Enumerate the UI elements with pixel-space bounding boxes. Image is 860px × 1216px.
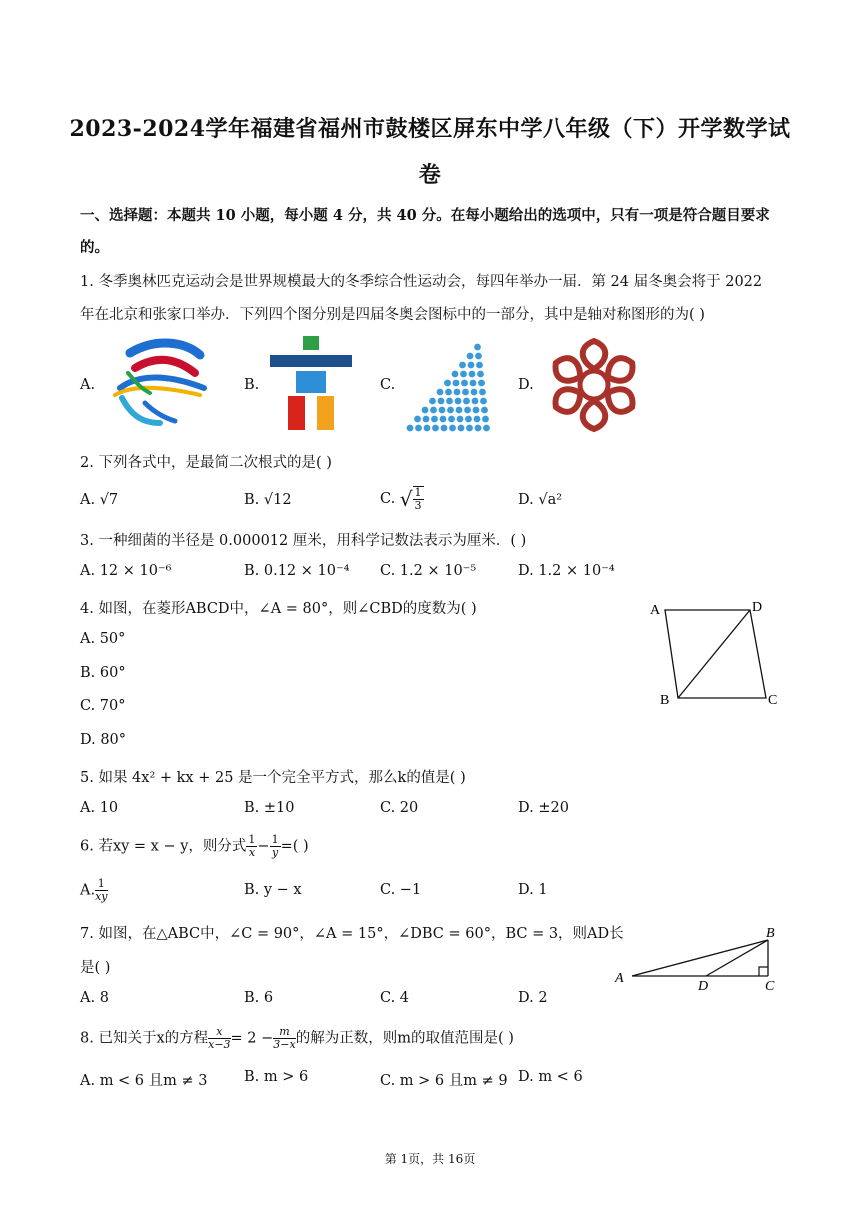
q8-option-a: A. m < 6 且m ≠ 3 bbox=[80, 1073, 208, 1089]
q8-fraction-1 bbox=[208, 1026, 230, 1051]
pattern-dot bbox=[440, 416, 447, 423]
frac-den: x−3 bbox=[208, 1038, 231, 1051]
pattern-dot bbox=[449, 425, 456, 432]
pattern-dot bbox=[452, 371, 459, 378]
pattern-dot bbox=[424, 425, 431, 432]
vertex-label-a: A bbox=[615, 971, 624, 986]
pattern-dot bbox=[437, 389, 444, 396]
pattern-dot bbox=[465, 416, 472, 423]
frac-num: m bbox=[273, 1026, 295, 1039]
vertex-label-c: C bbox=[768, 693, 778, 708]
pattern-dot bbox=[478, 380, 485, 387]
q3-option-c: C. 1.2 × 10⁻⁵ bbox=[380, 563, 477, 579]
q6-fraction-2 bbox=[270, 834, 281, 859]
pattern-dot bbox=[455, 398, 462, 405]
pattern-dot bbox=[466, 425, 473, 432]
pattern-dot bbox=[469, 371, 476, 378]
pattern-dot bbox=[470, 380, 477, 387]
beijing-emblem-image bbox=[100, 333, 208, 433]
pattern-dot bbox=[483, 425, 490, 432]
pattern-dot bbox=[407, 425, 414, 432]
pattern-dot bbox=[432, 425, 439, 432]
flower-petal bbox=[583, 401, 606, 429]
section-header-line1: 一、选择题：本题共 10 小题，每小题 4 分，共 40 分。在每小题给出的选项中，只有一项是符合题目要求 bbox=[80, 207, 770, 224]
q3-option-b: B. 0.12 × 10⁻⁴ bbox=[244, 563, 350, 579]
q3-option-d: D. 1.2 × 10⁻⁴ bbox=[518, 563, 615, 579]
section-header-line2: 的。 bbox=[80, 239, 109, 256]
q2-stem: 2. 下列各式中，是最简二次根式的是( ) bbox=[80, 455, 332, 471]
pattern-dot bbox=[479, 389, 486, 396]
q2-option-b: B. √12 bbox=[244, 492, 292, 508]
q6-fraction-1 bbox=[246, 834, 257, 859]
frac-num: 1 bbox=[414, 486, 422, 499]
q8-option-c: C. m > 6 且m ≠ 9 bbox=[380, 1073, 508, 1089]
pattern-dot bbox=[475, 425, 482, 432]
q1-option-a-label: A. bbox=[80, 377, 96, 393]
q2-option-c-fraction bbox=[413, 486, 424, 512]
q2-option-c bbox=[380, 486, 424, 512]
pattern-dot bbox=[423, 416, 430, 423]
q7-option-b: B. 6 bbox=[244, 990, 274, 1006]
q7-option-a: A. 8 bbox=[80, 990, 109, 1006]
vertex-label-a: A bbox=[650, 603, 661, 618]
pattern-dot bbox=[476, 362, 483, 369]
pattern-dot bbox=[474, 344, 481, 351]
q8-stem bbox=[80, 1026, 514, 1051]
sqrt-icon: √ bbox=[399, 487, 413, 511]
pattern-dot bbox=[456, 407, 463, 414]
pattern-dot bbox=[462, 389, 469, 396]
pattern-dot bbox=[454, 389, 461, 396]
sochi-snowflake-pattern-image bbox=[402, 333, 498, 433]
pattern-dot bbox=[453, 380, 460, 387]
triangle-figure bbox=[610, 922, 790, 994]
q6-stem-pre: 6. 若xy = x − y，则分式 bbox=[80, 838, 247, 855]
frac-den: 3 bbox=[414, 499, 422, 512]
q6-stem bbox=[80, 834, 309, 859]
pattern-dot bbox=[482, 416, 489, 423]
pattern-dot bbox=[467, 353, 474, 360]
q4-option-c: C. 70° bbox=[80, 698, 126, 714]
q7-option-d: D. 2 bbox=[518, 990, 548, 1006]
q1-option-b-label: B. bbox=[244, 377, 260, 393]
minus-sign: − bbox=[257, 838, 270, 855]
flower-petal bbox=[583, 341, 606, 369]
q8-stem-pre: 8. 已知关于x的方程 bbox=[80, 1030, 209, 1047]
q6-option-c: C. −1 bbox=[380, 882, 422, 898]
q4-option-a: A. 50° bbox=[80, 631, 126, 647]
q5-option-c: C. 20 bbox=[380, 800, 419, 816]
q1-option-c-label: C. bbox=[380, 377, 396, 393]
frac-num: 1 bbox=[271, 833, 279, 846]
pattern-dot bbox=[460, 371, 467, 378]
rhombus-figure bbox=[640, 594, 790, 714]
q2-option-a: A. √7 bbox=[80, 492, 119, 508]
pattern-dot bbox=[472, 398, 479, 405]
q1-stem-line2: 年在北京和张家口举办．下列四个图分别是四届冬奥会图标中的一部分，其中是轴对称图形的为( ) bbox=[80, 307, 705, 323]
vertex-label-d: D bbox=[752, 600, 763, 615]
q3-option-a: A. 12 × 10⁻⁶ bbox=[80, 563, 172, 579]
pattern-dot bbox=[444, 380, 451, 387]
pattern-dot bbox=[474, 416, 481, 423]
q7-stem-line1: 7. 如图，在△ABC中，∠C = 90°，∠A = 15°，∠DBC = 60°，BC = 3，则AD长 bbox=[80, 926, 624, 942]
pattern-dot bbox=[446, 398, 453, 405]
pattern-dot bbox=[414, 416, 421, 423]
q7-stem-line2: 是( ) bbox=[80, 960, 111, 976]
pattern-dot bbox=[445, 389, 452, 396]
q3-stem: 3. 一种细菌的半径是 0.000012 厘米，用科学记数法表示为厘米．( ) bbox=[80, 533, 527, 549]
q6-stem-post: =( ) bbox=[280, 838, 309, 855]
page-title-line2: 卷 bbox=[418, 162, 442, 188]
vertex-label-b: B bbox=[766, 926, 775, 941]
q4-option-b: B. 60° bbox=[80, 665, 126, 681]
vertex-label-b: B bbox=[660, 693, 670, 708]
pattern-dot bbox=[463, 398, 470, 405]
pattern-dot bbox=[464, 407, 471, 414]
q8-option-d: D. m < 6 bbox=[518, 1069, 583, 1085]
pattern-dot bbox=[459, 362, 466, 369]
pattern-dot bbox=[441, 425, 448, 432]
vertex-label-d: D bbox=[698, 979, 709, 994]
pattern-dot bbox=[458, 425, 465, 432]
frac-num: x bbox=[208, 1026, 230, 1039]
q8-stem-post: 的解为正数，则m的取值范围是( ) bbox=[295, 1030, 514, 1047]
q6-option-a bbox=[80, 878, 108, 903]
pattern-dot bbox=[481, 407, 488, 414]
page-title-line1: 2023-2024学年福建省福州市鼓楼区屏东中学八年级（下）开学数学试 bbox=[69, 116, 791, 142]
q6-option-a-fraction bbox=[95, 878, 107, 903]
nagano-flower-emblem-image bbox=[538, 333, 650, 433]
q5-option-b: B. ±10 bbox=[244, 800, 295, 816]
pattern-dot bbox=[431, 416, 438, 423]
q6-option-d: D. 1 bbox=[518, 882, 548, 898]
q4-stem: 4. 如图，在菱形ABCD中，∠A = 80°，则∠CBD的度数为( ) bbox=[80, 601, 477, 617]
q1-option-d-label: D. bbox=[518, 377, 534, 393]
q5-stem: 5. 如果 4x² + kx + 25 是一个完全平方式，那么k的值是( ) bbox=[80, 770, 466, 786]
q6-option-b: B. y − x bbox=[244, 882, 302, 898]
pattern-dot bbox=[475, 353, 482, 360]
q6-option-a-prefix: A. bbox=[80, 882, 96, 899]
page-footer: 第 1页，共 16页 bbox=[384, 1152, 476, 1166]
q8-fraction-2 bbox=[273, 1026, 295, 1051]
frac-den: xy bbox=[95, 890, 108, 903]
q2-option-c-prefix: C. bbox=[380, 491, 396, 507]
frac-den: 3−x bbox=[273, 1038, 296, 1051]
q5-option-a: A. 10 bbox=[80, 800, 119, 816]
q2-option-d: D. √a² bbox=[518, 492, 563, 508]
pattern-dot bbox=[448, 416, 455, 423]
pattern-dot bbox=[477, 371, 484, 378]
frac-num: 1 bbox=[95, 878, 107, 891]
pattern-dot bbox=[422, 407, 429, 414]
vertex-label-c: C bbox=[765, 979, 775, 994]
q8-eq-mid: = 2 − bbox=[230, 1030, 274, 1047]
pattern-dot bbox=[468, 362, 475, 369]
vancouver-inukshuk-image bbox=[266, 333, 356, 433]
pattern-dot bbox=[457, 416, 464, 423]
pattern-dot bbox=[471, 389, 478, 396]
q4-option-d: D. 80° bbox=[80, 732, 127, 748]
frac-den: x bbox=[248, 846, 256, 859]
frac-den: y bbox=[271, 846, 279, 859]
pattern-dot bbox=[461, 380, 468, 387]
pattern-dot bbox=[439, 407, 446, 414]
pattern-dot bbox=[438, 398, 445, 405]
frac-num: 1 bbox=[248, 833, 256, 846]
pattern-dot bbox=[480, 398, 487, 405]
pattern-dot bbox=[473, 407, 480, 414]
pattern-dot bbox=[429, 398, 436, 405]
pattern-dot bbox=[415, 425, 422, 432]
q7-option-c: C. 4 bbox=[380, 990, 410, 1006]
pattern-dot bbox=[447, 407, 454, 414]
pattern-dot bbox=[430, 407, 437, 414]
q5-option-d: D. ±20 bbox=[518, 800, 569, 816]
q1-stem-line1: 1. 冬季奥林匹克运动会是世界规模最大的冬季综合性运动会，每四年举办一届．第 24 届冬奥会将于 2022 bbox=[80, 274, 763, 290]
q8-option-b: B. m > 6 bbox=[244, 1069, 309, 1085]
